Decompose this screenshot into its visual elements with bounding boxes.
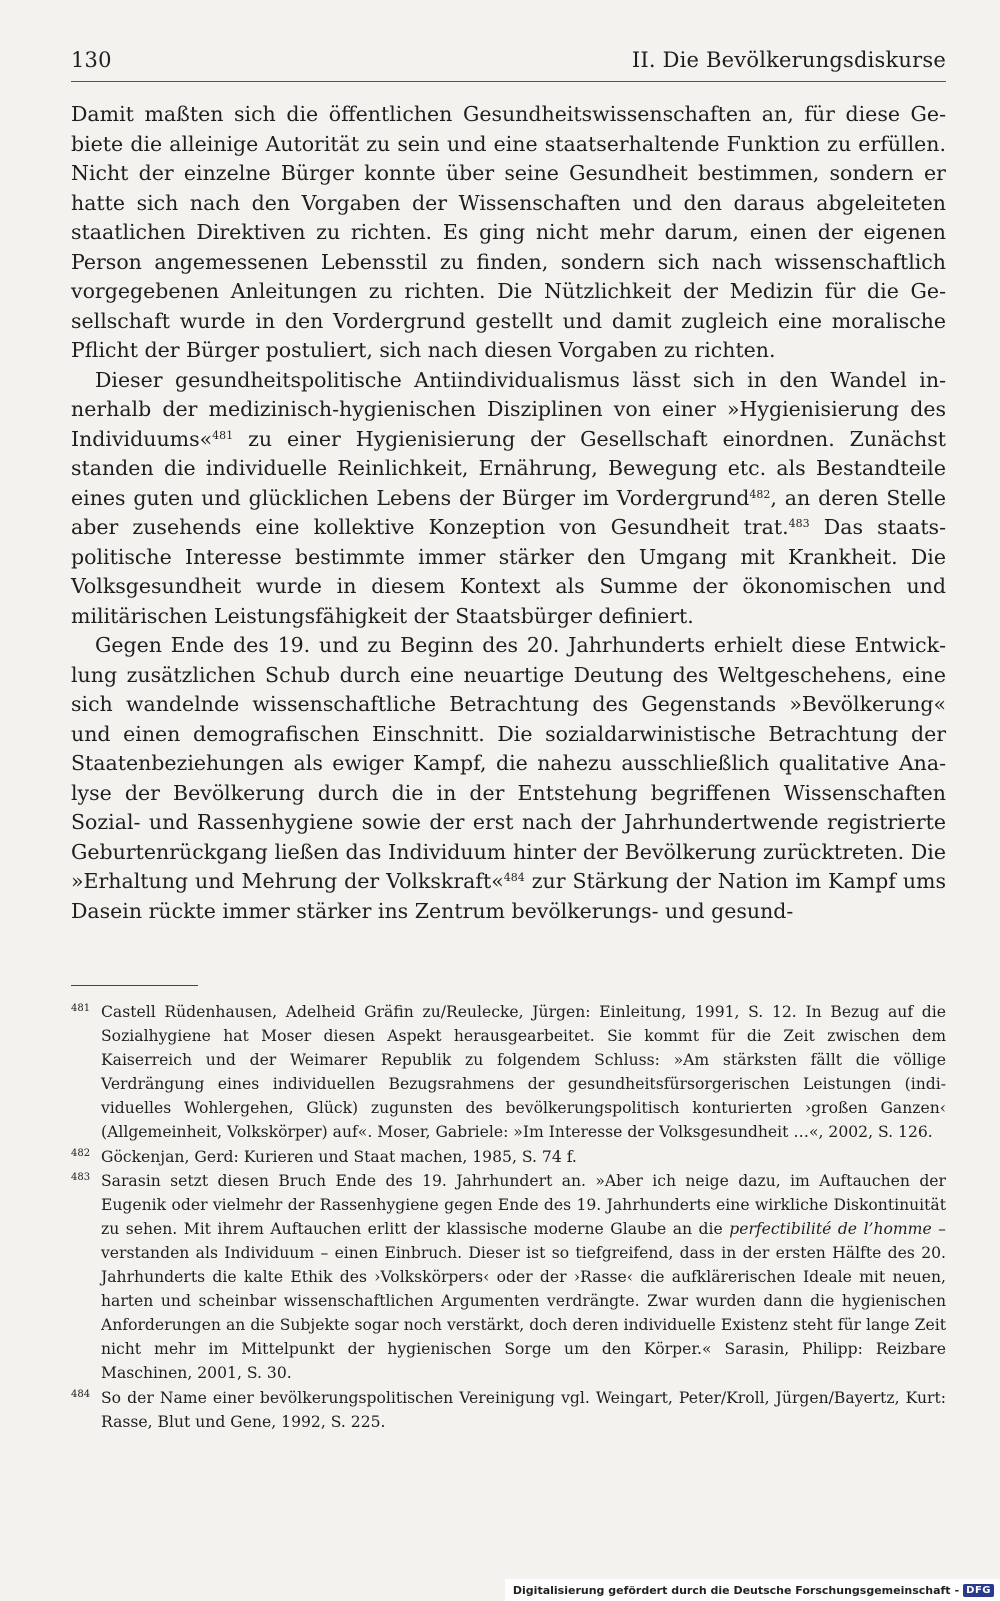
paragraph-text: zur Stärkung der Nation im Kampf ums Dasein rückte immer stärker ins Zentrum bevölkerungs- und gesund- xyxy=(71,869,946,923)
chapter-title: II. Die Bevölkerungsdiskurse xyxy=(631,48,946,72)
paragraph-text: zu einer Hygienisierung der Gesellschaft einordnen. Zunächst standen die individuelle Reinlichkeit, Ernährung, Bewegung etc. als Bestandteile eines guten und glücklichen Lebens der Bürger im Vordergrund xyxy=(71,426,946,510)
footnote-484 xyxy=(71,1386,946,1434)
footnote-number: 481 xyxy=(71,1003,91,1014)
footnote-text: Göckenjan, Gerd: Kurieren und Staat machen, 1985, S. 74 f. xyxy=(101,1147,577,1166)
footnote-483 xyxy=(71,1169,946,1386)
footnote-text: So der Name einer bevölkerungspolitischen Vereinigung vgl. Weingart, Peter/Kroll, Jürgen/Bayertz, Kurt: Rasse, Blut und Gene, 1992, S. 225. xyxy=(101,1388,946,1431)
header-rule xyxy=(71,81,946,82)
footnote-ref-481[interactable]: 481 xyxy=(212,428,234,442)
footnote-text: Castell Rüdenhausen, Adelheid Gräfin zu/Reulecke, Jürgen: Einleitung, 1991, S. 12. In Bezug auf die Sozialhygiene hat Moser diesen Aspekt herausgearbeitet. Sie kommt für die Zeit zwischen dem Kaiserreich und der Weimarer Republik zu folgendem Schluss: »Am stärksten fällt die völlige Verdrängung eines individuellen Bezugsrahmens der gesundheitsfürsorgerischen Leistungen (individuelles Wohlergehen, Glück) zugunsten des bevölkerungspolitisch konturierten ›großen Ganzen‹ (Allgemeinheit, Volkskörper) auf«. Moser, Gabriele: »Im Interesse der Volksgesundheit …«, 2002, S. 126. xyxy=(101,1003,946,1142)
footnote-text-part: – verstanden als Individuum – einen Einbruch. Dieser ist so tiefgreifend, dass in der ersten Hälfte des 20. Jahrhunderts die kalte Ethik des ›Volkskörpers‹ oder der ›Rasse‹ die aufklärerischen Ideale mit neuen, harten und scheinbar wissenschaftlichen Argumenten verdrängte. Zwar wurden dann die hygienischen Anforderungen an die Subjekte sogar noch verstärkt, doch deren individuelle Existenz steht für lange Zeit nicht mehr im Mittelpunkt der hygienischen Sorge um den Körper.« Sarasin, Philipp: Reizbare Maschinen, 2001, S. 30. xyxy=(101,1219,946,1383)
footnote-number: 483 xyxy=(71,1171,91,1183)
paragraph-text: Damit maßten sich die öffentlichen Gesundheitswissenschaften an, für diese Gebiete die alleinige Autorität zu sein und eine staatserhaltende Funktion zu erfüllen. Nicht der einzelne Bürger konnte über seine Gesundheit bestimmen, sondern er hatte sich nach den Vorgaben der Wissenschaften und den daraus abgeleiteten staatlichen Direktiven zu richten. Es ging nicht mehr darum, einen der eigenen Person angemessenen Lebensstil zu finden, sondern sich nach wissenschaftlich vorgegebenen Anleitungen zu richten. Die Nützlichkeit der Medizin für die Gesellschaft wurde in den Vordergrund gestellt und damit zugleich eine moralische Pflicht der Bürger postuliert, sich nach diesen Vorgaben zu richten. xyxy=(71,102,946,362)
running-head xyxy=(71,48,946,72)
digitization-credit: Digitalisierung gefördert durch die Deutsche Forschungsgemeinschaft - DFG xyxy=(505,1579,1000,1601)
paragraph-text: , an deren Stelle aber zusehends eine kollektive Konzeption von Gesundheit trat. xyxy=(71,485,946,539)
main-text xyxy=(71,100,946,926)
footnote-ref-482[interactable]: 482 xyxy=(749,487,771,501)
page-number: 130 xyxy=(71,48,112,72)
footnote-482 xyxy=(71,1145,946,1169)
paragraph-3 xyxy=(71,631,946,926)
footnote-number: 484 xyxy=(71,1388,91,1400)
paragraph-text: Dieser gesundheitspolitische Antiindividualismus lässt sich in den Wandel innerhalb der medizinisch-hygienischen Disziplinen von einer »Hygienisierung des Individuums« xyxy=(71,367,946,451)
footnote-481 xyxy=(71,1000,946,1145)
footnote-italic-phrase: perfectibilité de l’homme xyxy=(729,1219,932,1238)
footnote-text-part: Sarasin setzt diesen Bruch Ende des 19. Jahrhundert an. »Aber ich neige dazu, im Auftauchen der Eugenik oder vielmehr der Rassenhygiene gegen Ende des 19. Jahrhunderts eine wirkliche Diskontinuität zu sehen. Mit ihrem Auftauchen erlitt der klassische moderne Glaube an die xyxy=(101,1171,946,1238)
dfg-logo: DFG xyxy=(963,1584,994,1597)
footnotes xyxy=(71,1000,946,1434)
footnote-ref-484[interactable]: 484 xyxy=(503,871,525,884)
paragraph-1 xyxy=(71,100,946,366)
credit-text: Digitalisierung gefördert durch die Deutsche Forschungsgemeinschaft xyxy=(512,1583,951,1597)
footnote-ref-483[interactable]: 483 xyxy=(788,517,810,530)
paragraph-2 xyxy=(71,366,946,632)
footnote-number: 482 xyxy=(71,1147,91,1159)
footnote-rule xyxy=(71,985,198,986)
paragraph-text: Gegen Ende des 19. und zu Beginn des 20. Jahrhunderts erhielt diese Entwicklung zusätzlichen Schub durch eine neuartige Deutung des Weltgeschehens, eine sich wandelnde wissenschaftliche Betrachtung des Gegenstands »Bevölkerung« und einen demografischen Einschnitt. Die sozialdarwinistische Betrachtung der Staatenbeziehungen als ewiger Kampf, die nahezu ausschließlich qualitative Analyse der Bevölkerung durch die in der Entstehung begriffenen Wissenschaften Sozial- und Rassenhygiene sowie der erst nach der Jahrhundertwende registrierte Geburtenrückgang ließen das Individuum hinter der Bevölkerung zurücktreten. Die »Erhaltung und Mehrung der Volkskraft« xyxy=(71,633,946,893)
footnote-text xyxy=(101,1169,946,1386)
paragraph-text: Das staatspolitische Interesse bestimmte immer stärker den Umgang mit Krankheit. Die Volksgesundheit wurde in diesem Kontext als Summe der ökonomischen und militärischen Leistungsfähigkeit der Staatsbürger definiert. xyxy=(71,515,947,628)
